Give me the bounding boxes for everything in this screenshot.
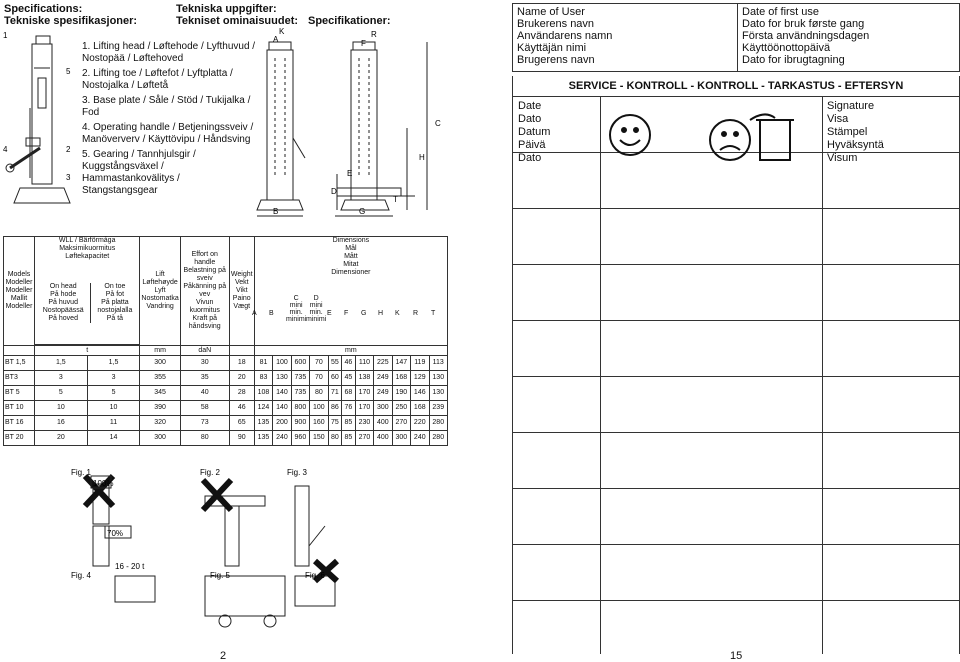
table-cell: 168 — [411, 401, 429, 416]
table-cell: 146 — [411, 386, 429, 401]
table-cell: 80 — [328, 431, 342, 446]
fig-1-label: Fig. 1 — [71, 468, 92, 477]
table-row — [4, 356, 448, 371]
fig-16-20t: 16 - 20 t — [115, 562, 145, 571]
dim-e: E — [347, 169, 353, 178]
signature-labels: Signature Visa Stämpel Hyväksyntä Visum — [827, 100, 884, 164]
table-cell: 83 — [254, 371, 272, 386]
table-cell: 230 — [355, 416, 373, 431]
table-row — [4, 431, 448, 446]
dim-a: A — [273, 35, 279, 44]
table-row — [4, 416, 448, 431]
table-cell: 20 — [35, 431, 88, 446]
table-cell: 140 — [273, 386, 291, 401]
fig-2-label: Fig. 2 — [200, 468, 221, 477]
unit-t: t — [35, 346, 140, 356]
table-cell: 250 — [392, 401, 410, 416]
table-cell: 60 — [328, 371, 342, 386]
table-cell: 138 — [355, 371, 373, 386]
jack-label-2: 2 — [66, 145, 71, 154]
table-cell: 35 — [180, 371, 229, 386]
table-cell: 85 — [342, 431, 356, 446]
table-cell: 160 — [310, 416, 328, 431]
header-spec-en: Specifications: — [4, 3, 83, 15]
table-cell: 249 — [374, 371, 392, 386]
table-cell: 5 — [35, 386, 88, 401]
table-cell: 130 — [429, 371, 448, 386]
table-cell: 10 — [87, 401, 140, 416]
table-cell: 135 — [254, 431, 272, 446]
col-wll: WLL / Bärförmåga Maksimikuormitus Løftekapacitet On head På hode På huvud Nostopäässä På hoved On toe På fot På platta nostojalalla På tå — [35, 237, 140, 345]
dim-t: T — [393, 195, 398, 204]
jack-label-3: 3 — [66, 173, 71, 182]
table-cell: 81 — [254, 356, 272, 371]
col-lift: Lift Løftehøyde Lyft Nostomatka Vandring — [140, 237, 180, 346]
table-cell: 130 — [273, 371, 291, 386]
table-cell: 168 — [392, 371, 410, 386]
table-cell: 68 — [342, 386, 356, 401]
table-cell: 90 — [229, 431, 254, 446]
table-cell: 76 — [342, 401, 356, 416]
jack-label-4: 4 — [3, 145, 8, 154]
part-5: 5. Gearing / Tannhjulsgir / Kuggstångsväxel / Hammastankovälitys / Stangstangsgear — [82, 149, 196, 196]
dim-h: H — [419, 153, 425, 162]
dim-g: G — [359, 207, 366, 216]
service-row-divider — [512, 208, 960, 209]
table-cell: 18 — [229, 356, 254, 371]
col-ontoe: On toe På fot På platta nostojalalla På tå — [97, 283, 133, 322]
unit-mm-dims: mm — [254, 346, 447, 356]
table-cell: 70 — [310, 371, 328, 386]
table-cell: 280 — [429, 431, 448, 446]
service-col-divider — [600, 96, 601, 654]
jack-label-1: 1 — [3, 31, 8, 40]
service-row-divider — [512, 376, 960, 377]
table-cell: 135 — [254, 416, 272, 431]
table-cell: BT 10 — [4, 401, 35, 416]
service-row-divider — [512, 432, 960, 433]
table-cell: 220 — [411, 416, 429, 431]
table-cell: 75 — [328, 416, 342, 431]
table-cell: BT 16 — [4, 416, 35, 431]
first-use-cell: Date of first use Dato for bruk første gang Första användningsdagen Käyttöönottopäivä Dato for ibrugtagning — [738, 4, 960, 72]
fig-3-label: Fig. 3 — [287, 468, 308, 477]
table-cell: 113 — [429, 356, 448, 371]
service-row-divider — [512, 600, 960, 601]
happy-face-icon — [610, 115, 650, 155]
service-col-divider — [822, 96, 823, 654]
table-cell: 600 — [291, 356, 309, 371]
dimension-drawing — [255, 28, 455, 218]
unit-dan: daN — [180, 346, 229, 356]
dim-b: B — [273, 207, 279, 216]
table-cell: 300 — [374, 401, 392, 416]
table-cell: 3 — [87, 371, 140, 386]
table-cell: BT 5 — [4, 386, 35, 401]
table-cell: 300 — [392, 431, 410, 446]
table-cell: 16 — [35, 416, 88, 431]
service-title: SERVICE - KONTROLL - KONTROLL - TARKASTUS - EFTERSYN — [568, 80, 904, 92]
user-name-cell: Name of User Brukerens navn Användarens namn Käyttäjän nimi Brugerens navn — [513, 4, 738, 72]
table-cell: 225 — [374, 356, 392, 371]
spec-table — [3, 236, 448, 446]
table-cell: 400 — [374, 431, 392, 446]
record-table — [512, 3, 960, 72]
table-row — [4, 401, 448, 416]
fig-70-percent: 70% — [107, 529, 124, 538]
table-cell: 390 — [140, 401, 180, 416]
usage-figures — [55, 466, 345, 646]
part-3: 3. Base plate / Såle / Stöd / Tukijalka / Fod — [82, 95, 251, 118]
table-cell: 170 — [355, 401, 373, 416]
table-cell: 55 — [328, 356, 342, 371]
table-cell: 86 — [328, 401, 342, 416]
table-cell: 45 — [342, 371, 356, 386]
header-spec-no: Tekniske spesifikasjoner: — [4, 15, 138, 27]
col-weight: Weight Vekt Vikt Paino Vægt — [229, 237, 254, 346]
table-cell: 240 — [411, 431, 429, 446]
table-cell: 1,5 — [87, 356, 140, 371]
table-cell: 58 — [180, 401, 229, 416]
table-cell: 270 — [392, 416, 410, 431]
table-cell: 28 — [229, 386, 254, 401]
table-cell: 119 — [411, 356, 429, 371]
col-dimensions: Dimensions Mål Mått Mitat Dimensioner — [254, 237, 447, 345]
part-2: 2. Lifting toe / Løftefot / Lyftplatta / Nostojalka / Løftetå — [82, 68, 233, 91]
dim-c: C — [435, 119, 441, 128]
table-cell: BT3 — [4, 371, 35, 386]
header-spec-dk: Specifikationer: — [308, 15, 391, 27]
page-number-left: 2 — [220, 650, 227, 662]
table-cell: 300 — [140, 356, 180, 371]
table-cell: 14 — [87, 431, 140, 446]
table-cell: 400 — [374, 416, 392, 431]
table-cell: 300 — [140, 431, 180, 446]
table-cell: 239 — [429, 401, 448, 416]
table-cell: 280 — [429, 416, 448, 431]
table-cell: BT 1,5 — [4, 356, 35, 371]
table-cell: 140 — [273, 401, 291, 416]
table-cell: 900 — [291, 416, 309, 431]
dim-f: F — [361, 39, 366, 48]
table-cell: 129 — [411, 371, 429, 386]
table-cell: 800 — [291, 401, 309, 416]
fig-4-label: Fig. 4 — [71, 571, 92, 580]
service-row-divider — [512, 488, 960, 489]
service-row-divider — [512, 544, 960, 545]
table-cell: 73 — [180, 416, 229, 431]
table-cell: 20 — [229, 371, 254, 386]
table-cell: 130 — [429, 386, 448, 401]
table-cell: 110 — [355, 356, 373, 371]
table-cell: 170 — [355, 386, 373, 401]
trash-can-icon — [760, 120, 790, 160]
service-row-divider — [512, 96, 960, 97]
fig-6-label: Fig. 6 — [305, 571, 326, 580]
unit-mm: mm — [140, 346, 180, 356]
table-cell: 960 — [291, 431, 309, 446]
table-cell: 190 — [392, 386, 410, 401]
table-cell: 249 — [374, 386, 392, 401]
table-cell: 270 — [355, 431, 373, 446]
table-cell: 100 — [273, 356, 291, 371]
table-cell: 320 — [140, 416, 180, 431]
table-row — [4, 386, 448, 401]
table-cell: 124 — [254, 401, 272, 416]
status-icons — [600, 100, 810, 170]
jack-illustration — [0, 28, 80, 218]
page-number-right: 15 — [730, 650, 743, 662]
table-cell: 147 — [392, 356, 410, 371]
col-onhead: On head På hode På huvud Nostopäässä På hoved — [36, 283, 91, 323]
table-cell: 200 — [273, 416, 291, 431]
table-cell: 46 — [342, 356, 356, 371]
table-cell: 735 — [291, 386, 309, 401]
dim-k: K — [279, 28, 285, 36]
header-spec-fi: Tekniset ominaisuudet: — [176, 15, 299, 27]
table-cell: 65 — [229, 416, 254, 431]
table-cell: 100 — [310, 401, 328, 416]
table-cell: 11 — [87, 416, 140, 431]
fig-5-label: Fig. 5 — [210, 571, 231, 580]
table-cell: 355 — [140, 371, 180, 386]
table-cell: 70 — [310, 356, 328, 371]
col-effort: Effort on handle Belastning på sveiv Påkänning på vev Vivun kuormitus Kraft på håndsving — [180, 237, 229, 346]
header-spec-se: Tekniska uppgifter: — [176, 3, 277, 15]
table-cell: 150 — [310, 431, 328, 446]
dim-r: R — [371, 30, 377, 39]
dim-d: D — [331, 187, 337, 196]
table-cell: 5 — [87, 386, 140, 401]
table-row — [4, 371, 448, 386]
service-row-divider — [512, 320, 960, 321]
table-cell: 85 — [342, 416, 356, 431]
table-cell: 80 — [180, 431, 229, 446]
table-cell: 1,5 — [35, 356, 88, 371]
table-cell: BT 20 — [4, 431, 35, 446]
table-cell: 3 — [35, 371, 88, 386]
table-cell: 240 — [273, 431, 291, 446]
col-models: Models Modeller Modeller Mallit Modeller — [4, 237, 35, 346]
part-1: 1. Lifting head / Løftehode / Lyfthuvud / Nostopää / Løftehoved — [82, 41, 256, 64]
fig-100-percent: 100% — [93, 479, 114, 488]
table-cell: 40 — [180, 386, 229, 401]
part-4: 4. Operating handle / Betjeningssveiv / Manöververv / Käyttövipu / Håndsving — [82, 122, 254, 145]
table-cell: 30 — [180, 356, 229, 371]
table-cell: 46 — [229, 401, 254, 416]
jack-label-5: 5 — [66, 67, 71, 76]
date-labels: Date Dato Datum Päivä Dato — [518, 100, 551, 164]
table-cell: 345 — [140, 386, 180, 401]
table-cell: 10 — [35, 401, 88, 416]
table-cell: 71 — [328, 386, 342, 401]
table-cell: 735 — [291, 371, 309, 386]
table-cell: 80 — [310, 386, 328, 401]
table-cell: 108 — [254, 386, 272, 401]
service-row-divider — [512, 264, 960, 265]
sad-face-icon — [710, 120, 750, 160]
